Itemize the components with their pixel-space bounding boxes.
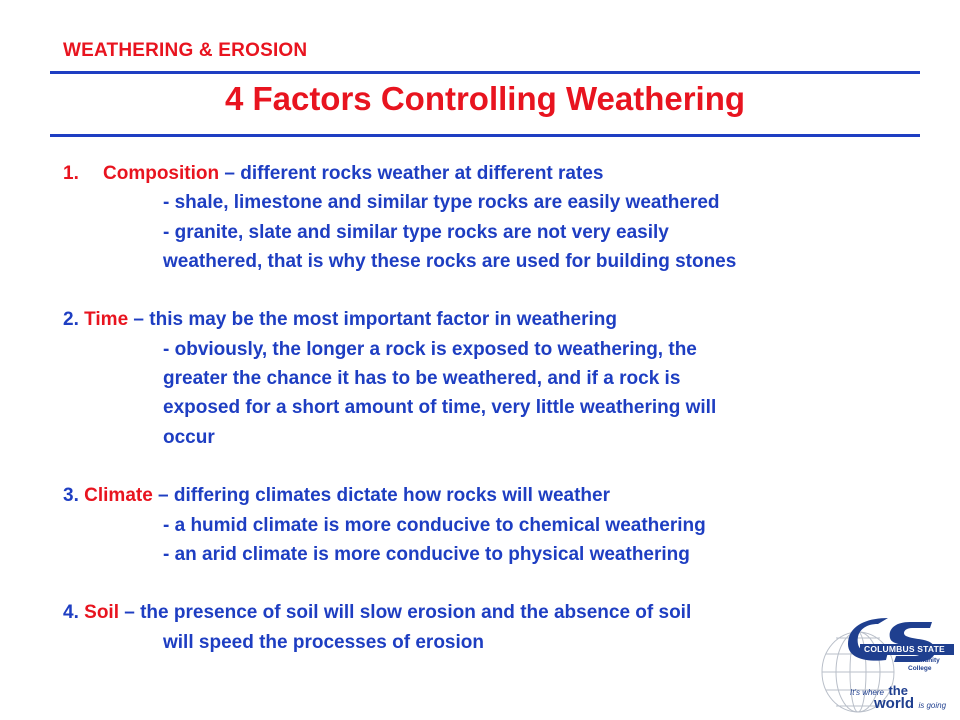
tagline-prefix: It's where bbox=[850, 688, 884, 697]
factor-list bbox=[63, 159, 903, 657]
logo-subname: College bbox=[908, 665, 932, 672]
factor-description: – the presence of soil will slow erosion and the absence of soil bbox=[118, 602, 692, 624]
spacer bbox=[63, 569, 903, 598]
factor-detail: - a humid climate is more conducive to chemical weathering bbox=[163, 514, 706, 536]
factor-heading bbox=[63, 481, 903, 510]
logo-tagline-world bbox=[874, 695, 946, 713]
factor-number: 4. bbox=[63, 602, 79, 624]
factor-name: Time bbox=[84, 309, 129, 331]
spacer bbox=[63, 276, 903, 305]
college-logo bbox=[818, 610, 960, 720]
factor-detail: greater the chance it has to be weathered, and if a rock is bbox=[163, 368, 681, 390]
tagline-the: the bbox=[888, 683, 908, 698]
bottom-divider bbox=[50, 134, 920, 137]
factor-heading bbox=[63, 305, 903, 334]
factor-name: Soil bbox=[84, 602, 119, 624]
factor-time bbox=[63, 305, 903, 451]
factor-description: – this may be the most important factor in weathering bbox=[128, 309, 617, 331]
tagline-suffix: is going bbox=[918, 701, 947, 710]
factor-description: – differing climates dictate how rocks will weather bbox=[152, 485, 610, 507]
factor-detail: will speed the processes of erosion bbox=[163, 631, 484, 653]
tagline-world: world bbox=[874, 695, 914, 712]
factor-detail: - shale, limestone and similar type rocks are easily weathered bbox=[163, 192, 720, 214]
factor-name: Composition bbox=[103, 163, 220, 184]
factor-number: 1. bbox=[63, 163, 79, 184]
factor-soil bbox=[63, 598, 903, 657]
factor-description: – different rocks weather at different rates bbox=[219, 163, 604, 184]
top-divider bbox=[50, 71, 920, 74]
logo-name: COLUMBUS STATE bbox=[864, 644, 945, 654]
logo-subname: Community bbox=[904, 657, 940, 664]
factor-heading bbox=[63, 159, 903, 188]
factor-detail: - obviously, the longer a rock is exposed to weathering, the bbox=[163, 338, 697, 360]
spacer bbox=[63, 452, 903, 481]
factor-composition bbox=[63, 159, 903, 276]
factor-detail: weathered, that is why these rocks are used for building stones bbox=[163, 250, 737, 272]
factor-name: Climate bbox=[84, 485, 153, 507]
factor-detail: - an arid climate is more conducive to physical weathering bbox=[163, 543, 690, 565]
factor-number: 2. bbox=[63, 309, 79, 331]
factor-detail: - granite, slate and similar type rocks are not very easily bbox=[163, 221, 669, 243]
factor-detail: exposed for a short amount of time, very little weathering will bbox=[163, 397, 717, 419]
factor-number: 3. bbox=[63, 485, 79, 507]
section-label: WEATHERING & EROSION bbox=[63, 40, 308, 61]
slide-title: 4 Factors Controlling Weathering bbox=[224, 80, 746, 117]
factor-heading bbox=[63, 598, 903, 627]
factor-climate bbox=[63, 481, 903, 569]
factor-detail: occur bbox=[163, 426, 215, 448]
